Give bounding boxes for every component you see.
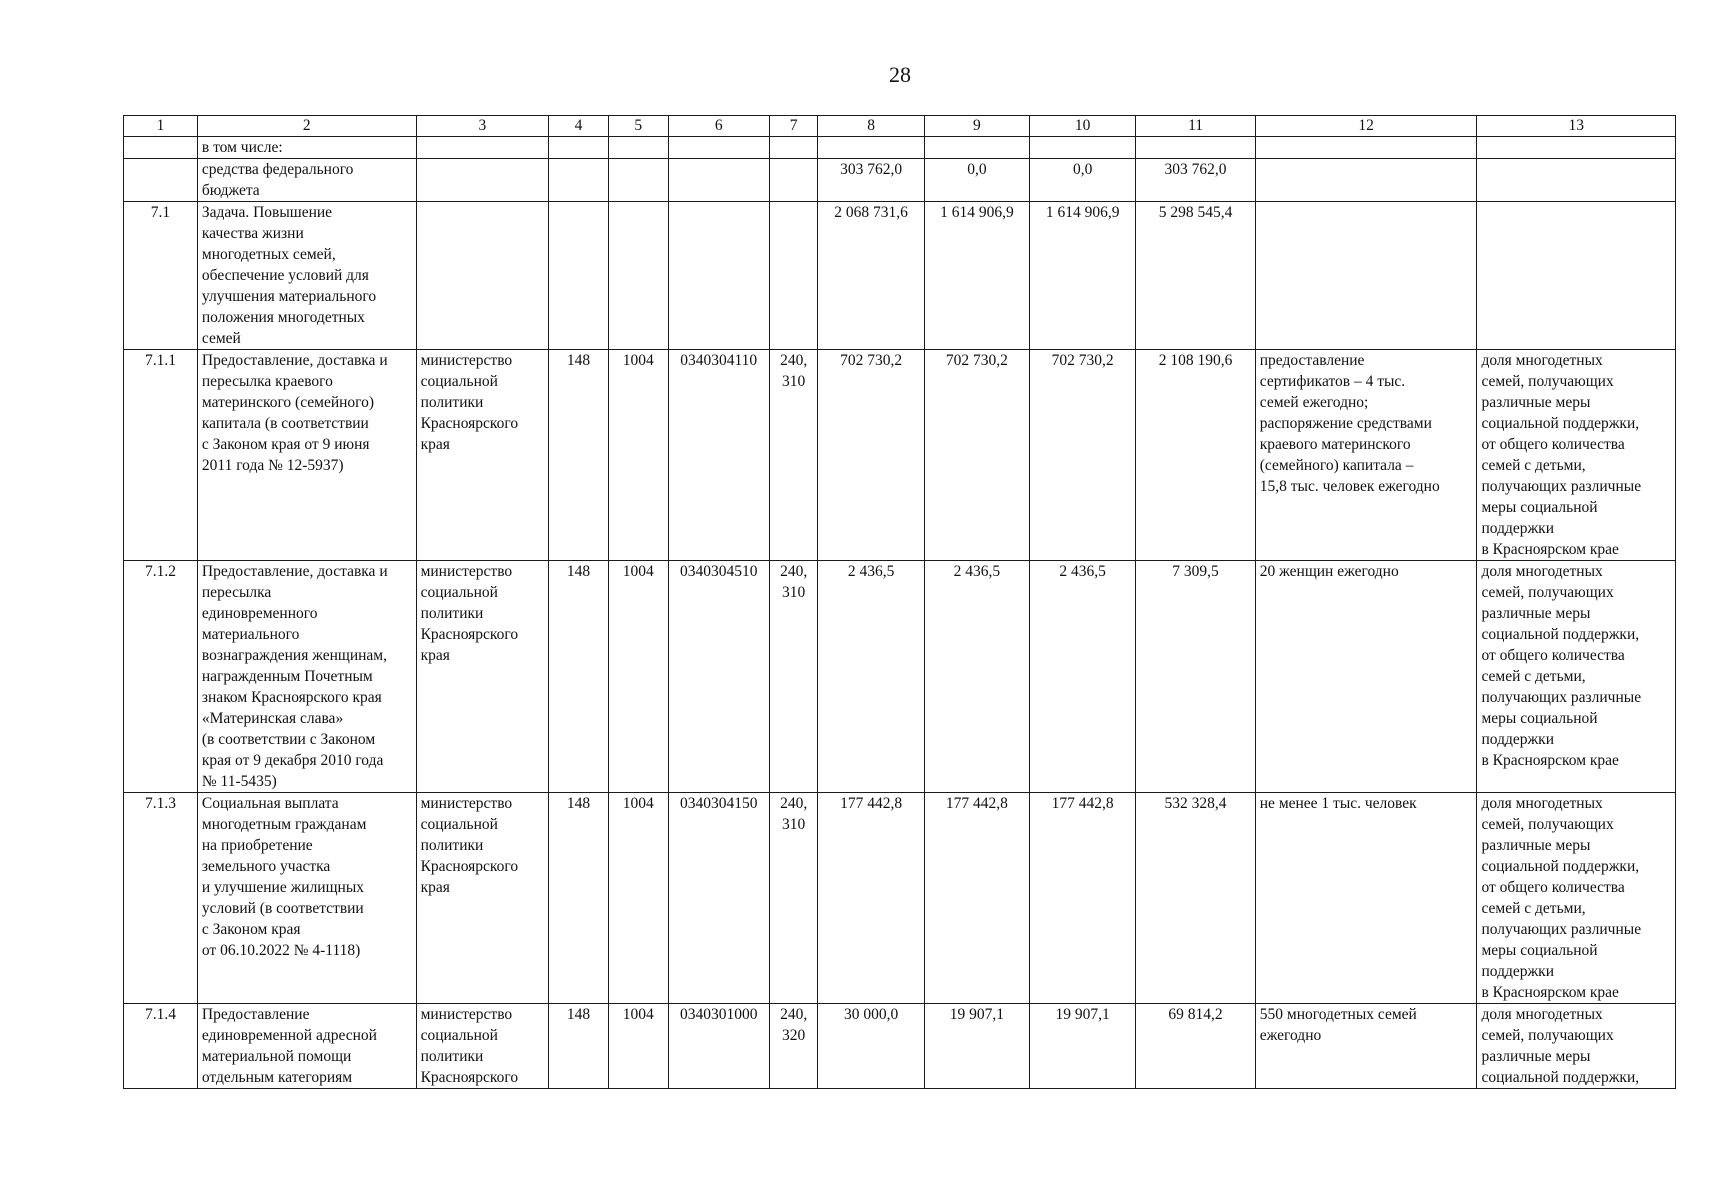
cell-description: средства федерального бюджета [197, 159, 416, 202]
cell-vr: 240, 310 [769, 350, 818, 561]
table-row-7-1-3 [124, 793, 1676, 1004]
cell-description: Социальная выплата многодетным гражданам на приобретение земельного участка и улучшение жилищных условий (в соответствии с Законом края от 06.10.2022 № 4-1118) [197, 793, 416, 1004]
cell-number [124, 159, 198, 202]
cell-rzpr: 1004 [608, 350, 668, 561]
cell-vr [769, 159, 818, 202]
cell-grbs [549, 159, 609, 202]
cell-executor [416, 202, 549, 350]
cell-indicator: доля многодетных семей, получающих различные меры социальной поддержки, от общего количества семей с детьми, получающих различные меры социальной поддержки в Красноярском крае [1477, 793, 1676, 1004]
cell-year-3: 19 907,1 [1030, 1004, 1136, 1089]
cell-total: 69 814,2 [1136, 1004, 1255, 1089]
cell-year-3: 2 436,5 [1030, 561, 1136, 793]
cell-executor: министерство социальной политики Красноярского края [416, 793, 549, 1004]
col-header: 6 [668, 116, 769, 137]
cell-indicator [1477, 137, 1676, 159]
program-table [123, 115, 1676, 1089]
cell-grbs [549, 202, 609, 350]
cell-total: 7 309,5 [1136, 561, 1255, 793]
cell-year-1: 702 730,2 [818, 350, 924, 561]
cell-year-1: 2 436,5 [818, 561, 924, 793]
cell-rzpr [608, 159, 668, 202]
cell-result [1255, 137, 1477, 159]
cell-csr [668, 137, 769, 159]
cell-rzpr: 1004 [608, 1004, 668, 1089]
cell-result: предоставление сертификатов – 4 тыс. семей ежегодно; распоряжение средствами краевого материнского (семейного) капитала – 15,8 тыс. человек ежегодно [1255, 350, 1477, 561]
cell-csr: 0340304150 [668, 793, 769, 1004]
cell-grbs [549, 137, 609, 159]
cell-number [124, 137, 198, 159]
cell-year-1: 303 762,0 [818, 159, 924, 202]
cell-result: не менее 1 тыс. человек [1255, 793, 1477, 1004]
col-header: 10 [1030, 116, 1136, 137]
cell-rzpr [608, 137, 668, 159]
cell-total: 5 298 545,4 [1136, 202, 1255, 350]
cell-indicator: доля многодетных семей, получающих различные меры социальной поддержки, [1477, 1004, 1676, 1089]
cell-vr: 240, 310 [769, 793, 818, 1004]
cell-executor [416, 137, 549, 159]
cell-description: Предоставление единовременной адресной материальной помощи отдельным категориям [197, 1004, 416, 1089]
cell-result [1255, 159, 1477, 202]
cell-year-1: 30 000,0 [818, 1004, 924, 1089]
cell-vr: 240, 310 [769, 561, 818, 793]
col-header: 12 [1255, 116, 1477, 137]
cell-total: 303 762,0 [1136, 159, 1255, 202]
table-row-including [124, 137, 1676, 159]
cell-grbs: 148 [549, 350, 609, 561]
cell-rzpr: 1004 [608, 793, 668, 1004]
cell-indicator: доля многодетных семей, получающих различные меры социальной поддержки, от общего количества семей с детьми, получающих различные меры социальной поддержки в Красноярском крае [1477, 350, 1676, 561]
col-header: 9 [924, 116, 1029, 137]
cell-csr [668, 202, 769, 350]
cell-indicator [1477, 159, 1676, 202]
cell-vr [769, 137, 818, 159]
cell-executor: министерство социальной политики Красноярского края [416, 561, 549, 793]
cell-vr [769, 202, 818, 350]
cell-rzpr: 1004 [608, 561, 668, 793]
cell-result: 20 женщин ежегодно [1255, 561, 1477, 793]
cell-vr: 240, 320 [769, 1004, 818, 1089]
cell-csr: 0340304110 [668, 350, 769, 561]
cell-year-2: 0,0 [924, 159, 1029, 202]
cell-year-3 [1030, 137, 1136, 159]
col-header: 3 [416, 116, 549, 137]
col-header: 5 [608, 116, 668, 137]
cell-csr: 0340304510 [668, 561, 769, 793]
cell-year-2: 177 442,8 [924, 793, 1029, 1004]
col-header: 2 [197, 116, 416, 137]
table-row-7-1-1 [124, 350, 1676, 561]
cell-year-3: 0,0 [1030, 159, 1136, 202]
table-row-7-1-2 [124, 561, 1676, 793]
cell-year-2: 1 614 906,9 [924, 202, 1029, 350]
cell-total: 2 108 190,6 [1136, 350, 1255, 561]
cell-year-2: 19 907,1 [924, 1004, 1029, 1089]
col-header: 13 [1477, 116, 1676, 137]
cell-description: в том числе: [197, 137, 416, 159]
cell-description: Предоставление, доставка и пересылка единовременного материального вознаграждения женщинам, награжденным Почетным знаком Красноярского края «Материнская слава» (в соответствии с Законом края от 9 декабря 2010 года № 11-5435) [197, 561, 416, 793]
cell-executor [416, 159, 549, 202]
cell-number: 7.1.2 [124, 561, 198, 793]
cell-indicator: доля многодетных семей, получающих различные меры социальной поддержки, от общего количества семей с детьми, получающих различные меры социальной поддержки в Красноярском крае [1477, 561, 1676, 793]
cell-result [1255, 202, 1477, 350]
page-number: 28 [889, 62, 911, 87]
cell-total [1136, 137, 1255, 159]
column-number-row [124, 116, 1676, 137]
cell-number: 7.1.4 [124, 1004, 198, 1089]
col-header: 4 [549, 116, 609, 137]
cell-grbs: 148 [549, 1004, 609, 1089]
cell-rzpr [608, 202, 668, 350]
cell-year-3: 1 614 906,9 [1030, 202, 1136, 350]
cell-year-3: 177 442,8 [1030, 793, 1136, 1004]
cell-year-1: 2 068 731,6 [818, 202, 924, 350]
cell-description: Задача. Повышение качества жизни многодетных семей, обеспечение условий для улучшения материального положения многодетных семей [197, 202, 416, 350]
col-header: 1 [124, 116, 198, 137]
cell-executor: министерство социальной политики Красноярского края [416, 350, 549, 561]
table-row-7-1-4 [124, 1004, 1676, 1089]
cell-csr: 0340301000 [668, 1004, 769, 1089]
cell-result: 550 многодетных семей ежегодно [1255, 1004, 1477, 1089]
cell-number: 7.1 [124, 202, 198, 350]
cell-year-3: 702 730,2 [1030, 350, 1136, 561]
cell-grbs: 148 [549, 561, 609, 793]
cell-executor: министерство социальной политики Красноярского [416, 1004, 549, 1089]
cell-year-1 [818, 137, 924, 159]
cell-year-1: 177 442,8 [818, 793, 924, 1004]
cell-description: Предоставление, доставка и пересылка краевого материнского (семейного) капитала (в соответствии с Законом края от 9 июня 2011 года № 12-5937) [197, 350, 416, 561]
cell-csr [668, 159, 769, 202]
col-header: 8 [818, 116, 924, 137]
cell-number: 7.1.3 [124, 793, 198, 1004]
col-header: 7 [769, 116, 818, 137]
table-row-federal [124, 159, 1676, 202]
cell-number: 7.1.1 [124, 350, 198, 561]
cell-grbs: 148 [549, 793, 609, 1004]
table-row-7-1 [124, 202, 1676, 350]
cell-total: 532 328,4 [1136, 793, 1255, 1004]
cell-year-2: 702 730,2 [924, 350, 1029, 561]
col-header: 11 [1136, 116, 1255, 137]
cell-year-2: 2 436,5 [924, 561, 1029, 793]
cell-year-2 [924, 137, 1029, 159]
cell-indicator [1477, 202, 1676, 350]
